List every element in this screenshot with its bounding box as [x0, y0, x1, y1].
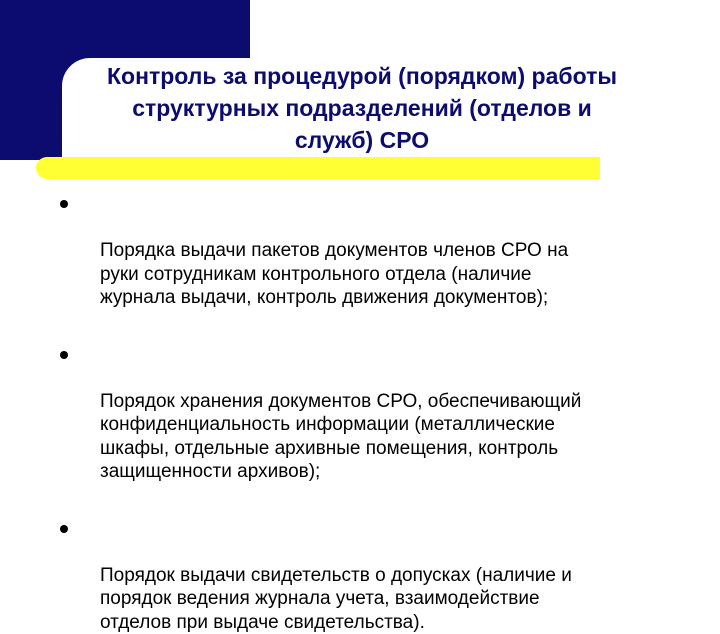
slide-title: Контроль за процедурой (порядком) работы структурных подразделений (отделов и служб) СРО [62, 60, 662, 156]
bullet-list [60, 192, 680, 634]
bullet-dot-icon [60, 525, 68, 533]
bullet-item [60, 343, 680, 484]
accent-bar [36, 157, 600, 179]
bullet-text: Порядок выдачи свидетельств о допусках (наличие и порядок ведения журнала учета, взаимодействие отделов при выдаче свидетельства). [100, 565, 572, 633]
bullet-dot-icon [60, 351, 68, 359]
bullet-text: Порядок хранения документов СРО, обеспечивающий конфиденциальность информации (металлические шкафы, отдельные архивные помещения, контроль защищенности архивов); [100, 391, 581, 483]
bullet-dot-icon [60, 200, 68, 208]
bullet-item [60, 192, 680, 310]
bullet-item [60, 517, 680, 634]
bullet-text: Порядка выдачи пакетов документов членов СРО на руки сотрудникам контрольного отдела (наличие журнала выдачи, контроль движения документов); [100, 240, 568, 308]
